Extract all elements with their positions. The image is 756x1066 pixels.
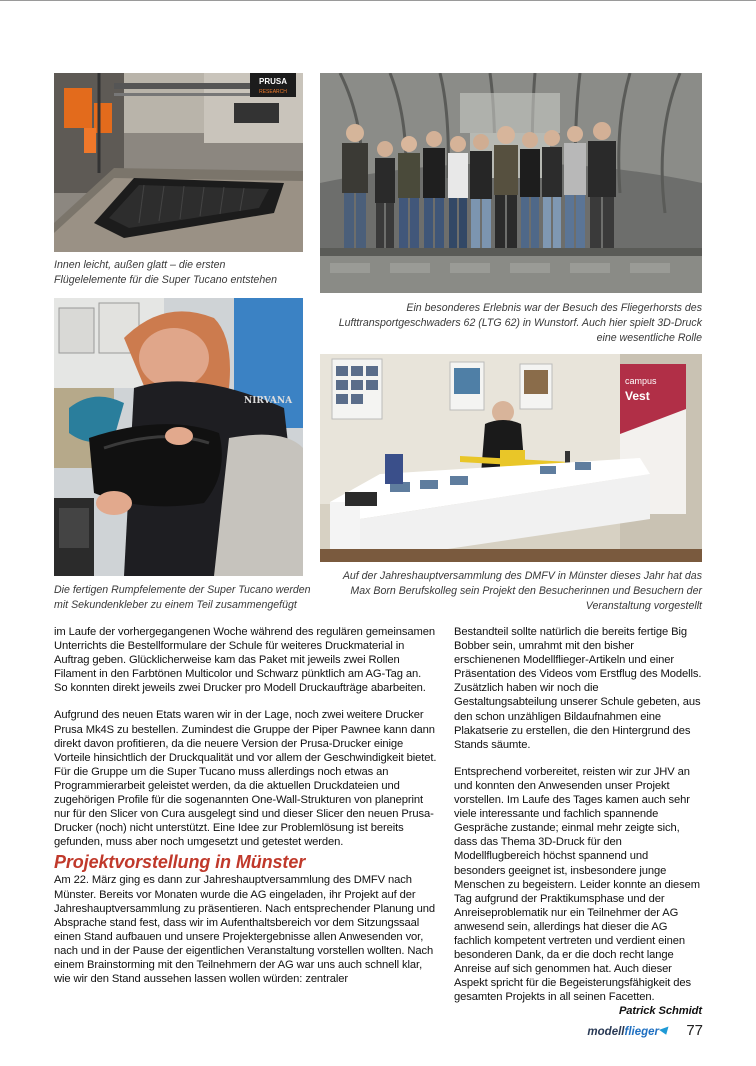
caption-group: Ein besonderes Erlebnis war der Besuch des Fliegerhorsts des Lufttransportgeschwaders 62 (LTG 62) in Wunstorf. Auch hier spielt 3D-Druck eine wesentliche Rolle: [338, 302, 702, 344]
author-name: Patrick Schmidt: [618, 1005, 702, 1018]
paragraph: Entsprechend vorbereitet, reisten wir zur JHV an und konnten den Anwesenden unser Projekt vorstellen. Im Laufe des Tages kamen auch sehr viele interessante und fachlich spannende Gespräche zustande; einmal mehr zeigte sich, dass das Thema 3D-Druck für den Modellflugbereich höchst spannend und besonders geeignet ist, insbesondere junge Menschen zu begeistern. Leider konnte an diesem Tag aufgrund der Praktikumsphase und der Anreiseproblematik nur ein Teilnehmer der AG anwesend sein, allerdings hat dieser die AG fachlich kompetent vertreten und verdient einen besonderen Dank, da er die doch recht lange Anreise auf sich genommen hat. Auch dieser Aspekt spricht für die Begeisterungsfähigkeit des gesamten Projekts in all seinen Facetten.: [454, 765, 700, 1004]
photo-fuselage-assembly: [54, 298, 303, 576]
magazine-logo: modellflieger: [587, 1026, 670, 1038]
caption-fuselage: Die fertigen Rumpfelemente der Super Tucano werden mit Sekundenkleber zu einem Teil zusammengefügt: [54, 584, 311, 611]
article-right-column: [454, 625, 702, 1019]
prusa-logo-subtext: RESEARCH: [259, 89, 287, 95]
banner-text-2: Vest: [625, 389, 650, 403]
photo-exhibition-booth: [320, 354, 702, 562]
paragraph: im Laufe der vorhergegangenen Woche während des regulären gemeinsamen Unterrichts die Bestellformulare der Schule für weiteres Druckmaterial in Auftrag geben. Glücklicherweise kam das Paket mit jeweils zwei Rollen Filament in den Farbtönen Multicolor und Schwarz pünktlich am AG-Tag an. So konnten direkt jeweils zwei Drucker pro Modell Druckaufträge abarbeiten.: [54, 626, 435, 695]
photo-3d-printer: [54, 73, 303, 252]
banner-text-1: campus: [625, 376, 657, 386]
paragraph: Bestandteil sollte natürlich die bereits fertige Big Bobber sein, umrahmt mit den bisher erschienenen Modellflieger-Artikeln und einer Präsentation des Videos vom Erstflug des Modells. Zusätzlich haben wir noch die Gestaltungsabteilung unserer Schule gebeten, aus den schon unzähligen Bildaufnahmen eine Plakatserie zu erstellen, die den Hintergrund des Stands säumte.: [454, 626, 702, 751]
paragraph: Aufgrund des neuen Etats waren wir in der Lage, noch zwei weitere Drucker Prusa Mk4S zu bestellen. Zumindest die Gruppe der Piper Pawnee kann dann direkt davon profitieren, da die neuere Version der Prusa-Drucker einige Vorteile hinsichtlich der Druckqualität und vor allem der Geschwindigkeit bietet. Für die Gruppe um die Super Tucano muss allerdings noch etwas an Programmierarbeit geleistet werden, da die aktuellen Druckdateien und zugehörigen Profile für die sogenannten One-Wall-Strukturen von planeprint nur für den Slicer von Cura ausgelegt sind und dieser Slicer den neuen Prusa-Drucker (noch) nicht unterstützt. Eine Idee zur Problemlösung ist bereits gefunden, muss aber noch umgesetzt und getestet werden.: [54, 709, 437, 849]
section-heading: Projektvorstellung in Münster: [54, 852, 306, 873]
caption-printer: Innen leicht, außen glatt – die ersten Flügelelemente für die Super Tucano entstehen: [54, 259, 278, 286]
photo-group-aircraft: [320, 73, 702, 293]
prusa-logo-text: PRUSA: [258, 77, 288, 86]
page-number: 77: [686, 1022, 703, 1039]
paragraph: Am 22. März ging es dann zur Jahreshauptversammlung des DMFV nach Münster. Bereits vor Monaten wurde die AG eingeladen, ihr Projekt auf der Jahreshauptversammlung zu präsentieren. Nach entsprechender Planung und Absprache stand fest, dass wir im Aufenthaltsbereich vor dem Sitzungssaal einen Stand aufbauen und unsere Projektergebnisse allen Anwesenden vor, nach und in der Pause der eigentlichen Veranstaltung vorstellen wollten. Nach einem Brainstorming mit den Teilnehmern der AG war uns auch schnell klar, wie wir den Stand aussehen lassen wollen würden: zentraler: [54, 874, 435, 986]
article-left-column: [54, 625, 437, 986]
shirt-text: NIRVANA: [244, 396, 293, 406]
top-rule: [0, 0, 756, 1]
logo-mark-icon: [659, 1027, 671, 1037]
caption-booth: Auf der Jahreshauptversammlung des DMFV in Münster dieses Jahr hat das Max Born Berufskolleg sein Projekt den Besucherinnen und Besuchern der Veranstaltung vorgestellt: [342, 570, 702, 612]
